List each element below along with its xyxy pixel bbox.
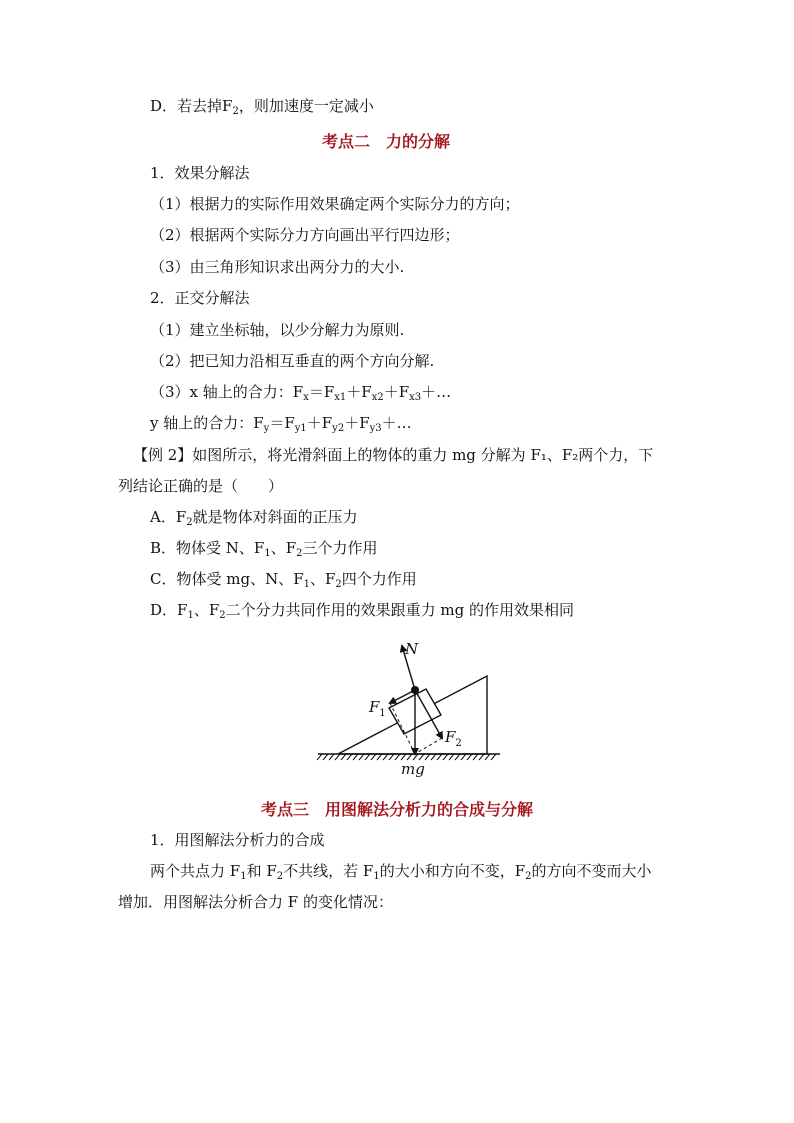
method-effect-step-3: （3）由三角形知识求出两分力的大小. <box>150 258 405 276</box>
section-heading-force-decomposition: 考点二 力的分解 <box>322 132 451 151</box>
label-N: N <box>405 640 419 658</box>
prev-option-d: D．若去掉$F_2$，则加速度一定减小 <box>150 97 374 117</box>
label-mg: mg <box>401 760 425 778</box>
example-2-stem-line-2: 列结论正确的是（ ） <box>118 477 284 495</box>
label-F1: $F_1$ <box>369 698 386 719</box>
section-heading-graphical-method: 考点三 用图解法分析力的合成与分解 <box>261 800 534 819</box>
method-effect-step-1: （1）根据力的实际作用效果确定两个实际分力的方向； <box>150 195 520 213</box>
method-effect-title: 1．效果分解法 <box>150 164 250 182</box>
graphical-method-paragraph-line-1: 两个共点力 $F_1$和 $F_2$不共线，若 $F_1$的大小和方向不变，$F_2$的方向不变而大小 <box>150 862 652 882</box>
example-2-option-d: D．$F_1$、$F_2$二个分力共同作用的效果跟重力 mg 的作用效果相同 <box>150 601 574 621</box>
example-2-option-a: A．$F_2$就是物体对斜面的正压力 <box>150 508 358 528</box>
method-orthogonal-step-3-y: y 轴上的合力：$F_y=F_{y1}+F_{y2}+F_{y3}+\dots$ <box>150 414 412 434</box>
example-2-option-b: B．物体受 N、$F_1$、$F_2$三个力作用 <box>150 539 378 559</box>
method-orthogonal-step-1: （1）建立坐标轴，以少分解力为原则. <box>150 321 405 339</box>
parallelogram-dash-2 <box>415 738 442 754</box>
graphical-method-paragraph-line-2: 增加．用图解法分析合力 F 的变化情况： <box>118 893 393 911</box>
method-orthogonal-step-2: （2）把已知力沿相互垂直的两个方向分解. <box>150 352 435 370</box>
graphical-method-title: 1．用图解法分析力的合成 <box>150 831 325 849</box>
example-2-stem-line-1: 【例 2】如图所示，将光滑斜面上的物体的重力 mg 分解为 F₁、F₂两个力，下 <box>133 446 654 464</box>
method-effect-step-2: （2）根据两个实际分力方向画出平行四边形； <box>150 226 460 244</box>
method-orthogonal-title: 2．正交分解法 <box>150 289 250 307</box>
method-orthogonal-step-3-x: （3）x 轴上的合力：$F_x=F_{x1}+F_{x2}+F_{x3}+\dots$ <box>150 383 452 403</box>
label-F2: $F_2$ <box>445 728 462 749</box>
incline-force-diagram <box>314 636 504 782</box>
example-2-option-c: C．物体受 mg、N、$F_1$、$F_2$四个力作用 <box>150 570 417 590</box>
center-of-mass-dot <box>411 686 419 694</box>
